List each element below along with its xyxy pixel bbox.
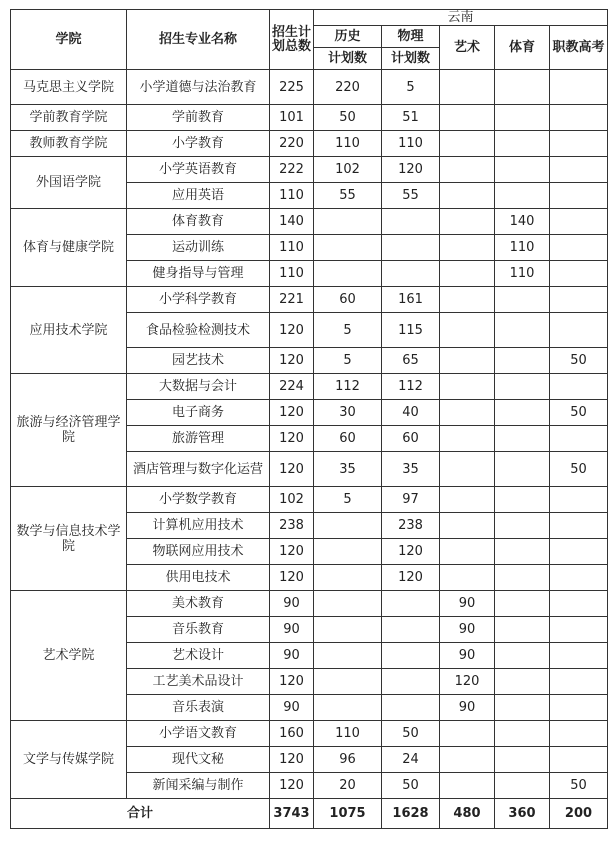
vocational-cell — [550, 643, 608, 669]
history-cell: 55 — [314, 183, 382, 209]
history-cell: 5 — [314, 313, 382, 348]
college-cell: 艺术学院 — [11, 591, 127, 721]
vocational-cell — [550, 313, 608, 348]
sports-cell — [495, 617, 550, 643]
sports-cell — [495, 426, 550, 452]
major-name-cell: 小学英语教育 — [127, 157, 270, 183]
sports-cell — [495, 374, 550, 400]
art-cell — [440, 157, 495, 183]
college-cell: 旅游与经济管理学院 — [11, 374, 127, 487]
total-cell: 120 — [270, 539, 314, 565]
physics-cell: 35 — [382, 452, 440, 487]
physics-cell: 120 — [382, 565, 440, 591]
physics-cell: 24 — [382, 747, 440, 773]
totals-row — [11, 799, 608, 829]
table-row — [11, 374, 608, 400]
enrollment-table — [10, 9, 608, 829]
art-cell — [440, 131, 495, 157]
history-cell — [314, 643, 382, 669]
header-major: 招生专业名称 — [127, 10, 270, 70]
total-cell: 90 — [270, 591, 314, 617]
physics-cell: 50 — [382, 721, 440, 747]
sports-cell — [495, 695, 550, 721]
total-cell: 90 — [270, 643, 314, 669]
sports-cell: 140 — [495, 209, 550, 235]
history-cell — [314, 261, 382, 287]
table-row — [11, 591, 608, 617]
vocational-cell — [550, 695, 608, 721]
history-cell: 50 — [314, 105, 382, 131]
major-name-cell: 小学语文教育 — [127, 721, 270, 747]
vocational-cell — [550, 487, 608, 513]
vocational-cell — [550, 617, 608, 643]
total-cell: 120 — [270, 747, 314, 773]
art-cell: 90 — [440, 617, 495, 643]
sports-cell — [495, 131, 550, 157]
art-cell — [440, 70, 495, 105]
total-cell: 238 — [270, 513, 314, 539]
history-cell: 112 — [314, 374, 382, 400]
header-vocational: 职教高考 — [550, 26, 608, 70]
vocational-cell — [550, 747, 608, 773]
vocational-cell — [550, 105, 608, 131]
art-cell — [440, 426, 495, 452]
sports-cell — [495, 105, 550, 131]
total-cell: 110 — [270, 183, 314, 209]
physics-cell — [382, 235, 440, 261]
total-cell: 120 — [270, 452, 314, 487]
vocational-cell — [550, 426, 608, 452]
total-cell: 120 — [270, 773, 314, 799]
table-row — [11, 209, 608, 235]
major-name-cell: 园艺技术 — [127, 348, 270, 374]
sports-cell — [495, 565, 550, 591]
major-name-cell: 物联网应用技术 — [127, 539, 270, 565]
header-history-plan-count: 计划数 — [314, 48, 382, 70]
header-physics: 物理 — [382, 26, 440, 48]
physics-cell — [382, 261, 440, 287]
sports-cell: 110 — [495, 261, 550, 287]
sports-cell — [495, 539, 550, 565]
totals-sports: 360 — [495, 799, 550, 829]
art-cell — [440, 747, 495, 773]
history-cell — [314, 209, 382, 235]
art-cell — [440, 313, 495, 348]
art-cell — [440, 565, 495, 591]
major-name-cell: 应用英语 — [127, 183, 270, 209]
total-cell: 160 — [270, 721, 314, 747]
vocational-cell: 50 — [550, 773, 608, 799]
physics-cell — [382, 669, 440, 695]
totals-label: 合计 — [11, 799, 270, 829]
total-cell: 120 — [270, 565, 314, 591]
sports-cell — [495, 643, 550, 669]
total-cell: 225 — [270, 70, 314, 105]
college-cell: 应用技术学院 — [11, 287, 127, 374]
header-history: 历史 — [314, 26, 382, 48]
total-cell: 120 — [270, 426, 314, 452]
history-cell: 5 — [314, 487, 382, 513]
table-row — [11, 487, 608, 513]
history-cell — [314, 591, 382, 617]
major-name-cell: 体育教育 — [127, 209, 270, 235]
art-cell — [440, 287, 495, 313]
history-cell: 20 — [314, 773, 382, 799]
vocational-cell — [550, 287, 608, 313]
major-name-cell: 旅游管理 — [127, 426, 270, 452]
sports-cell — [495, 313, 550, 348]
college-cell: 体育与健康学院 — [11, 209, 127, 287]
vocational-cell: 50 — [550, 348, 608, 374]
art-cell: 90 — [440, 695, 495, 721]
art-cell — [440, 209, 495, 235]
history-cell — [314, 617, 382, 643]
sports-cell — [495, 773, 550, 799]
physics-cell: 115 — [382, 313, 440, 348]
header-province: 云南 — [314, 10, 608, 26]
major-name-cell: 供用电技术 — [127, 565, 270, 591]
history-cell: 220 — [314, 70, 382, 105]
vocational-cell — [550, 669, 608, 695]
history-cell — [314, 235, 382, 261]
table-row — [11, 157, 608, 183]
vocational-cell — [550, 374, 608, 400]
totals-physics: 1628 — [382, 799, 440, 829]
sports-cell — [495, 400, 550, 426]
physics-cell: 50 — [382, 773, 440, 799]
major-name-cell: 学前教育 — [127, 105, 270, 131]
college-cell: 文学与传媒学院 — [11, 721, 127, 799]
art-cell — [440, 539, 495, 565]
vocational-cell — [550, 131, 608, 157]
major-name-cell: 运动训练 — [127, 235, 270, 261]
major-name-cell: 新闻采编与制作 — [127, 773, 270, 799]
college-cell: 学前教育学院 — [11, 105, 127, 131]
vocational-cell — [550, 513, 608, 539]
totals-plan-total: 3743 — [270, 799, 314, 829]
total-cell: 120 — [270, 400, 314, 426]
major-name-cell: 小学数学教育 — [127, 487, 270, 513]
physics-cell — [382, 695, 440, 721]
major-name-cell: 音乐表演 — [127, 695, 270, 721]
vocational-cell — [550, 261, 608, 287]
sports-cell — [495, 157, 550, 183]
total-cell: 102 — [270, 487, 314, 513]
sports-cell — [495, 721, 550, 747]
major-name-cell: 大数据与会计 — [127, 374, 270, 400]
history-cell — [314, 565, 382, 591]
total-cell: 222 — [270, 157, 314, 183]
physics-cell: 40 — [382, 400, 440, 426]
art-cell — [440, 487, 495, 513]
art-cell: 90 — [440, 643, 495, 669]
history-cell: 60 — [314, 426, 382, 452]
art-cell — [440, 513, 495, 539]
physics-cell: 51 — [382, 105, 440, 131]
history-cell: 102 — [314, 157, 382, 183]
sports-cell — [495, 747, 550, 773]
history-cell: 35 — [314, 452, 382, 487]
art-cell — [440, 400, 495, 426]
art-cell — [440, 348, 495, 374]
sports-cell: 110 — [495, 235, 550, 261]
physics-cell: 112 — [382, 374, 440, 400]
major-name-cell: 健身指导与管理 — [127, 261, 270, 287]
history-cell — [314, 539, 382, 565]
history-cell: 60 — [314, 287, 382, 313]
physics-cell — [382, 643, 440, 669]
physics-cell: 5 — [382, 70, 440, 105]
art-cell: 90 — [440, 591, 495, 617]
physics-cell — [382, 617, 440, 643]
vocational-cell — [550, 70, 608, 105]
total-cell: 120 — [270, 313, 314, 348]
total-cell: 90 — [270, 695, 314, 721]
major-name-cell: 艺术设计 — [127, 643, 270, 669]
sports-cell — [495, 70, 550, 105]
major-name-cell: 小学道德与法治教育 — [127, 70, 270, 105]
vocational-cell — [550, 183, 608, 209]
sports-cell — [495, 348, 550, 374]
history-cell: 110 — [314, 721, 382, 747]
total-cell: 221 — [270, 287, 314, 313]
total-cell: 224 — [270, 374, 314, 400]
physics-cell: 238 — [382, 513, 440, 539]
history-cell — [314, 513, 382, 539]
vocational-cell — [550, 235, 608, 261]
college-cell: 教师教育学院 — [11, 131, 127, 157]
major-name-cell: 电子商务 — [127, 400, 270, 426]
physics-cell: 120 — [382, 539, 440, 565]
major-name-cell: 计算机应用技术 — [127, 513, 270, 539]
total-cell: 120 — [270, 669, 314, 695]
art-cell — [440, 374, 495, 400]
totals-vocational: 200 — [550, 799, 608, 829]
header-art: 艺术 — [440, 26, 495, 70]
vocational-cell — [550, 591, 608, 617]
table-body — [11, 70, 608, 799]
header-college: 学院 — [11, 10, 127, 70]
history-cell: 30 — [314, 400, 382, 426]
physics-cell: 60 — [382, 426, 440, 452]
totals-history: 1075 — [314, 799, 382, 829]
major-name-cell: 美术教育 — [127, 591, 270, 617]
physics-cell: 97 — [382, 487, 440, 513]
vocational-cell — [550, 157, 608, 183]
major-name-cell: 工艺美术品设计 — [127, 669, 270, 695]
art-cell: 120 — [440, 669, 495, 695]
totals-art: 480 — [440, 799, 495, 829]
vocational-cell — [550, 539, 608, 565]
college-cell: 数学与信息技术学院 — [11, 487, 127, 591]
table-row — [11, 131, 608, 157]
total-cell: 101 — [270, 105, 314, 131]
major-name-cell: 酒店管理与数字化运营 — [127, 452, 270, 487]
total-cell: 110 — [270, 235, 314, 261]
history-cell — [314, 669, 382, 695]
total-cell: 220 — [270, 131, 314, 157]
header-plan-total: 招生计划总数 — [270, 10, 314, 70]
history-cell: 96 — [314, 747, 382, 773]
art-cell — [440, 183, 495, 209]
header-physics-plan-count: 计划数 — [382, 48, 440, 70]
physics-cell: 110 — [382, 131, 440, 157]
major-name-cell: 小学教育 — [127, 131, 270, 157]
history-cell: 5 — [314, 348, 382, 374]
history-cell — [314, 695, 382, 721]
sports-cell — [495, 591, 550, 617]
total-cell: 140 — [270, 209, 314, 235]
total-cell: 120 — [270, 348, 314, 374]
physics-cell: 120 — [382, 157, 440, 183]
sports-cell — [495, 452, 550, 487]
physics-cell — [382, 591, 440, 617]
table-row — [11, 105, 608, 131]
header-sports: 体育 — [495, 26, 550, 70]
art-cell — [440, 261, 495, 287]
major-name-cell: 小学科学教育 — [127, 287, 270, 313]
major-name-cell: 现代文秘 — [127, 747, 270, 773]
sports-cell — [495, 183, 550, 209]
physics-cell: 161 — [382, 287, 440, 313]
major-name-cell: 食品检验检测技术 — [127, 313, 270, 348]
major-name-cell: 音乐教育 — [127, 617, 270, 643]
art-cell — [440, 452, 495, 487]
art-cell — [440, 721, 495, 747]
physics-cell: 65 — [382, 348, 440, 374]
college-cell: 外国语学院 — [11, 157, 127, 209]
sports-cell — [495, 513, 550, 539]
vocational-cell: 50 — [550, 452, 608, 487]
sports-cell — [495, 669, 550, 695]
table-row — [11, 287, 608, 313]
total-cell: 90 — [270, 617, 314, 643]
sports-cell — [495, 287, 550, 313]
art-cell — [440, 105, 495, 131]
table-row — [11, 721, 608, 747]
physics-cell — [382, 209, 440, 235]
art-cell — [440, 773, 495, 799]
total-cell: 110 — [270, 261, 314, 287]
vocational-cell — [550, 721, 608, 747]
table-row — [11, 70, 608, 105]
vocational-cell — [550, 209, 608, 235]
vocational-cell — [550, 565, 608, 591]
art-cell — [440, 235, 495, 261]
sports-cell — [495, 487, 550, 513]
vocational-cell: 50 — [550, 400, 608, 426]
physics-cell: 55 — [382, 183, 440, 209]
college-cell: 马克思主义学院 — [11, 70, 127, 105]
history-cell: 110 — [314, 131, 382, 157]
table-header — [11, 10, 608, 70]
